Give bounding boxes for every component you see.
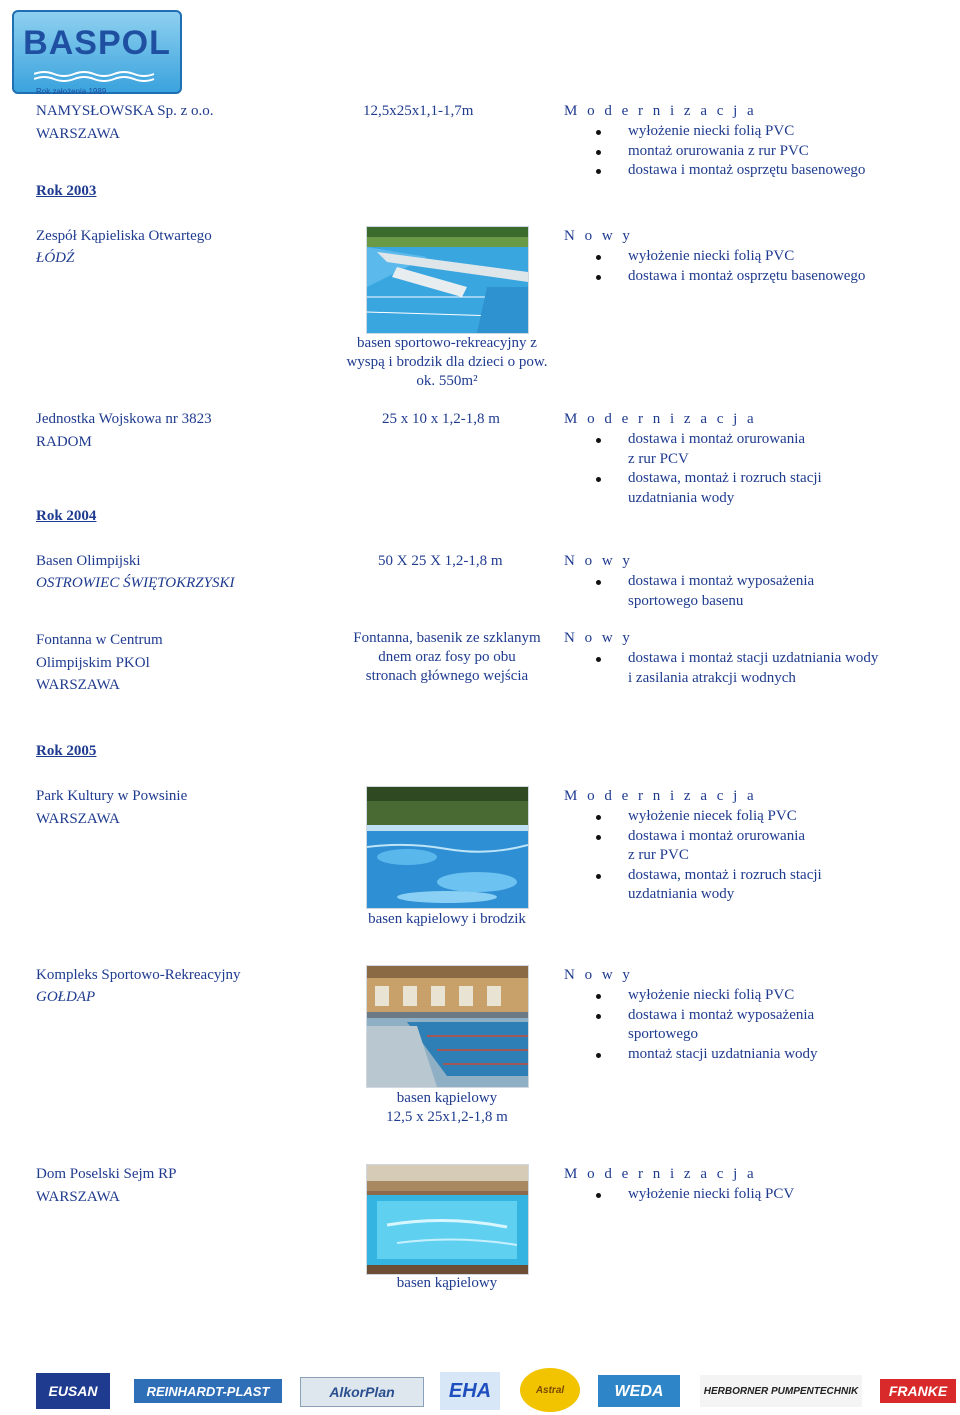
logo-tagline: Rok założenia 1989 bbox=[36, 87, 107, 96]
list-item: wyłożenie niecki folią PVC bbox=[564, 247, 944, 267]
item-text: montaż stacji uzdatniania wody bbox=[628, 1045, 818, 1062]
pool-spec: 50 X 25 X 1,2-1,8 m bbox=[378, 553, 503, 569]
spec-line: stronach głównego wejścia bbox=[365, 668, 529, 684]
work-items bbox=[564, 572, 944, 611]
waves-icon bbox=[34, 70, 160, 82]
caption-line: 12,5 x 25x1,2-1,8 m bbox=[386, 1109, 508, 1125]
item-text: wyłożenie niecek folią PVC bbox=[628, 808, 797, 824]
list-item: montaż orurowania z rur PVC bbox=[564, 142, 944, 162]
client-name: Fontanna w Centrum bbox=[36, 632, 163, 648]
client-name: Kompleks Sportowo-Rekreacyjny bbox=[36, 967, 241, 983]
spec-line: dnem oraz fosy po obu bbox=[378, 649, 516, 665]
item-text: dostawa i montaż wyposażenia bbox=[628, 1006, 815, 1023]
pool-photo bbox=[366, 1164, 529, 1275]
item-continuation: uzdatniania wody bbox=[628, 886, 735, 902]
logo-name: BASPOL bbox=[23, 24, 171, 62]
list-item bbox=[564, 827, 944, 866]
sponsor-logo-herborner: HERBORNER PUMPENTECHNIK bbox=[700, 1375, 862, 1407]
list-item bbox=[564, 649, 954, 688]
work-items bbox=[564, 807, 944, 905]
work-items bbox=[564, 986, 944, 1064]
work-type: M o d e r n i z a c j a bbox=[564, 103, 757, 119]
item-continuation: z rur PVC bbox=[628, 847, 689, 863]
photo-caption: basen kąpielowy i brodzik bbox=[368, 911, 526, 927]
pool-spec: 25 x 10 x 1,2-1,8 m bbox=[382, 411, 500, 427]
item-text: dostawa, montaż i rozruch stacji bbox=[628, 866, 822, 883]
year-heading: Rok 2003 bbox=[36, 183, 97, 199]
client-city: OSTROWIEC ŚWIĘTOKRZYSKI bbox=[36, 575, 235, 591]
list-item: wyłożenie niecki folią PVC bbox=[564, 122, 944, 142]
item-continuation: i zasilania atrakcji wodnych bbox=[628, 669, 796, 686]
work-type: M o d e r n i z a c j a bbox=[564, 411, 757, 427]
list-item bbox=[564, 430, 944, 469]
item-text: dostawa i montaż stacji uzdatniania wody bbox=[628, 650, 879, 666]
caption-line: basen kąpielowy bbox=[396, 1090, 498, 1106]
pool-spec bbox=[336, 629, 558, 686]
sponsor-logo-reinhardt: REINHARDT-PLAST bbox=[134, 1379, 282, 1403]
list-item bbox=[564, 986, 944, 1006]
client-city: WARSZAWA bbox=[36, 811, 120, 827]
pool-photo bbox=[366, 965, 529, 1088]
year-heading: Rok 2004 bbox=[36, 508, 97, 524]
item-continuation: sportowego bbox=[628, 1026, 698, 1042]
sponsor-logo-eusan: EUSAN bbox=[36, 1373, 110, 1409]
item-text: wyłożenie niecki folią PVC bbox=[628, 987, 795, 1003]
list-item: wyłożenie niecki folią PCV bbox=[564, 1185, 944, 1205]
client-city: WARSZAWA bbox=[36, 677, 120, 693]
client-name-cont: Olimpijskim PKOl bbox=[36, 654, 150, 671]
sponsor-logo-franke: FRANKE bbox=[880, 1379, 956, 1403]
sponsor-logo-weda: WEDA bbox=[598, 1375, 680, 1407]
photo-caption: basen kąpielowy bbox=[396, 1275, 498, 1291]
work-items bbox=[564, 122, 944, 181]
list-item bbox=[564, 866, 944, 905]
list-item bbox=[564, 572, 944, 611]
pool-spec: 12,5x25x1,1-1,7m bbox=[363, 103, 474, 119]
item-continuation: z rur PCV bbox=[628, 450, 689, 467]
client-name: NAMYSŁOWSKA Sp. z o.o. bbox=[36, 103, 214, 119]
year-heading: Rok 2005 bbox=[36, 743, 97, 759]
item-continuation: uzdatniania wody bbox=[628, 489, 735, 506]
list-item bbox=[564, 469, 944, 508]
work-type: N o w y bbox=[564, 630, 633, 646]
item-text: dostawa i montaż orurowania bbox=[628, 827, 806, 844]
client-city: WARSZAWA bbox=[36, 1189, 120, 1205]
photo-caption bbox=[346, 1089, 548, 1127]
baspol-logo bbox=[12, 10, 182, 94]
client-name: Dom Poselski Sejm RP bbox=[36, 1166, 177, 1182]
list-item bbox=[564, 1006, 944, 1045]
list-item bbox=[564, 807, 944, 827]
work-type: N o w y bbox=[564, 553, 633, 569]
work-items bbox=[564, 247, 944, 286]
item-text: dostawa i montaż orurowania bbox=[628, 431, 806, 447]
sponsor-logo-astral: Astral bbox=[520, 1368, 580, 1412]
client-city: WARSZAWA bbox=[36, 126, 120, 142]
item-continuation: sportowego basenu bbox=[628, 592, 744, 609]
pool-photo bbox=[366, 226, 529, 334]
work-type: M o d e r n i z a c j a bbox=[564, 788, 757, 804]
list-item bbox=[564, 1045, 944, 1065]
client-name: Jednostka Wojskowa nr 3823 bbox=[36, 411, 212, 427]
sponsor-logo-eha: EHA bbox=[440, 1372, 500, 1410]
client-name: Zespół Kąpieliska Otwartego bbox=[36, 228, 212, 244]
client-name: Basen Olimpijski bbox=[36, 553, 141, 569]
work-items bbox=[564, 1185, 944, 1205]
list-item: dostawa i montaż osprzętu basenowego bbox=[564, 267, 944, 287]
list-item: dostawa i montaż osprzętu basenowego bbox=[564, 161, 944, 181]
client-city: GOŁDAP bbox=[36, 989, 96, 1005]
work-items bbox=[564, 430, 944, 508]
sponsor-logo-alkorplan: AlkorPlan bbox=[300, 1377, 424, 1407]
client-city: RADOM bbox=[36, 434, 92, 450]
client-city: ŁÓDŹ bbox=[36, 250, 75, 266]
work-type: N o w y bbox=[564, 967, 633, 983]
work-type: N o w y bbox=[564, 228, 633, 244]
pool-photo bbox=[366, 786, 529, 909]
item-text: dostawa i montaż wyposażenia bbox=[628, 573, 815, 589]
spec-line: Fontanna, basenik ze szklanym bbox=[353, 630, 541, 646]
item-text: dostawa, montaż i rozruch stacji bbox=[628, 470, 822, 486]
work-items bbox=[564, 649, 954, 688]
work-type: M o d e r n i z a c j a bbox=[564, 1166, 757, 1182]
client-name: Park Kultury w Powsinie bbox=[36, 788, 188, 804]
client-block bbox=[36, 629, 163, 697]
photo-caption: basen sportowo-rekreacyjny z wyspą i brodzik dla dzieci o pow. ok. 550m² bbox=[346, 335, 548, 389]
